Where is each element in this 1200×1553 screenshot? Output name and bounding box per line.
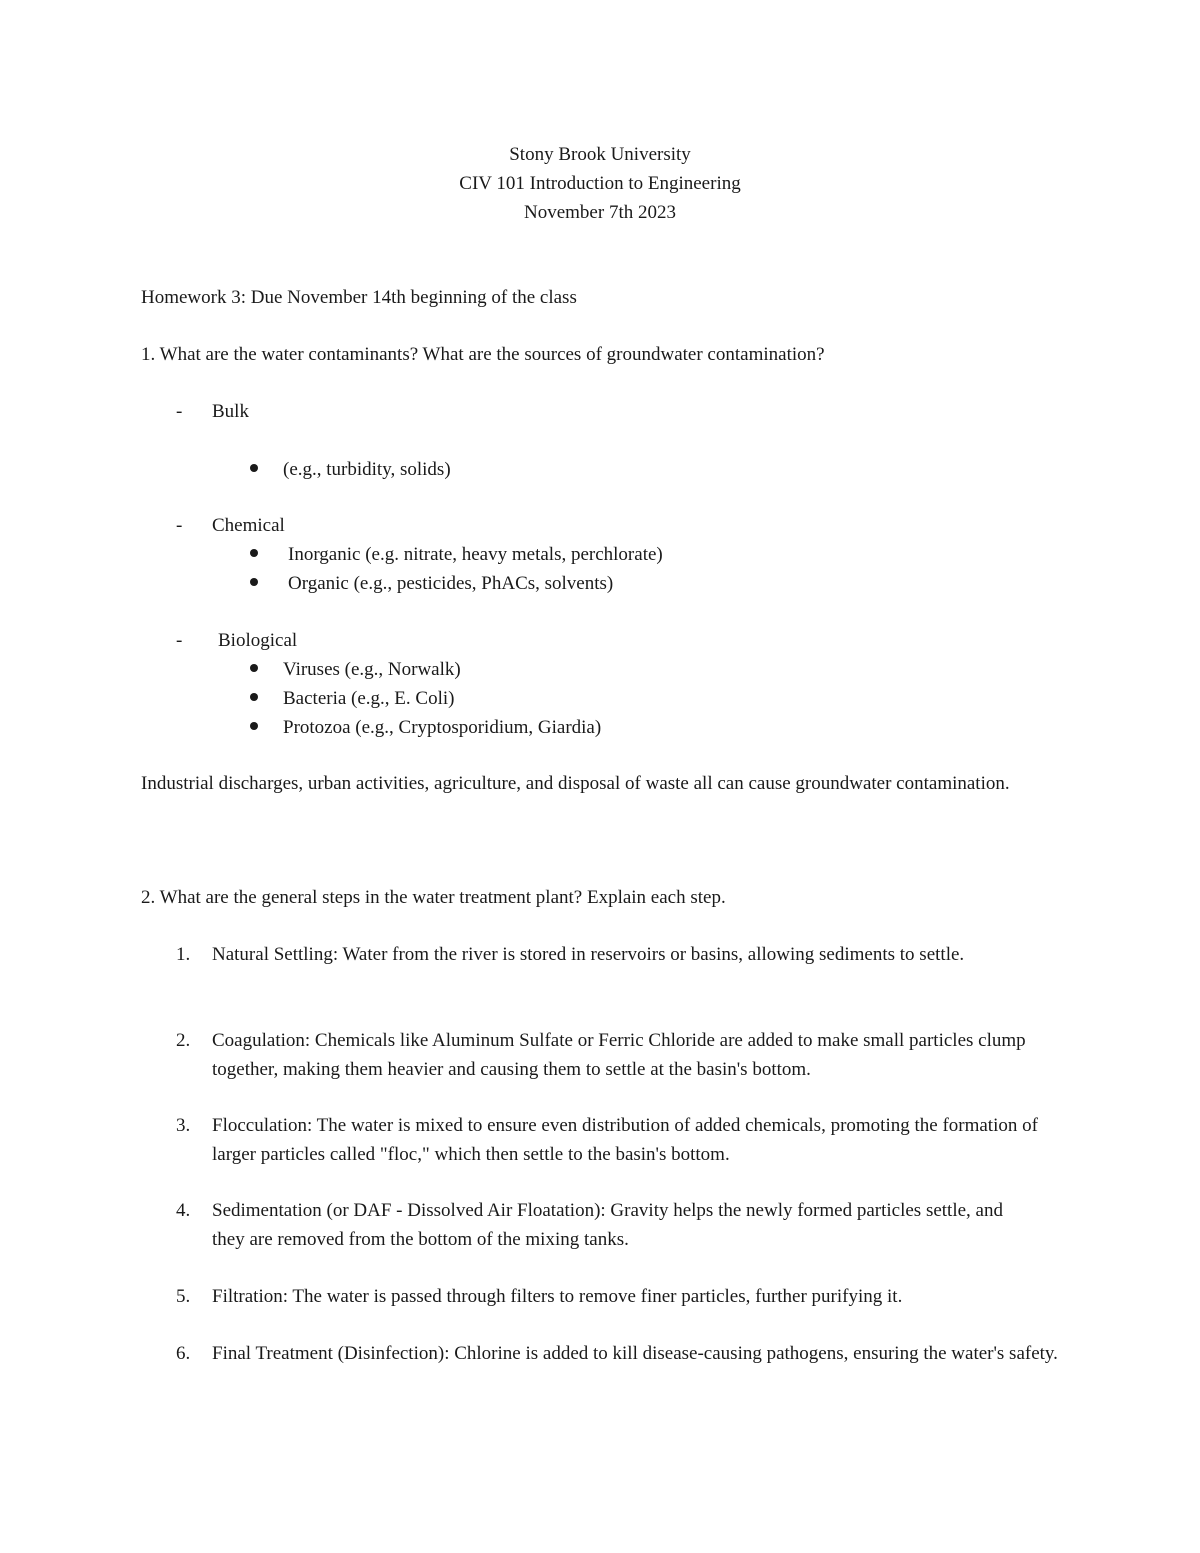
step-number: 4. bbox=[176, 1200, 191, 1221]
list-item: Viruses (e.g., Norwalk) bbox=[283, 659, 461, 680]
list-item: Organic (e.g., pesticides, PhACs, solvents) bbox=[288, 573, 614, 594]
category-bulk: Bulk bbox=[212, 401, 249, 422]
step-number: 1. bbox=[176, 944, 191, 965]
university-name: Stony Brook University bbox=[509, 144, 691, 165]
step-text: Natural Settling: Water from the river is stored in reservoirs or basins, allowing sediments to settle. bbox=[212, 944, 965, 965]
step-number: 3. bbox=[176, 1115, 191, 1136]
list-item: Protozoa (e.g., Cryptosporidium, Giardia) bbox=[283, 717, 602, 738]
step-text: Coagulation: Chemicals like Aluminum Sulfate or Ferric Chloride are added to make small particles clump together, making them heavier and causing them to settle at the basin's bottom. bbox=[212, 1030, 1026, 1080]
document-date: November 7th 2023 bbox=[524, 202, 676, 223]
category-chemical: Chemical bbox=[212, 515, 285, 536]
question-2: 2. What are the general steps in the water treatment plant? Explain each step. bbox=[141, 887, 726, 908]
bullet-icon bbox=[250, 464, 258, 472]
step-text: Sedimentation (or DAF - Dissolved Air Floatation): Gravity helps the newly formed particles settle, and they are removed from the bottom of the mixing tanks. bbox=[212, 1200, 1003, 1250]
list-dash: - bbox=[176, 515, 183, 536]
list-dash: - bbox=[176, 401, 183, 422]
document-header bbox=[0, 140, 1200, 227]
step-text: Filtration: The water is passed through filters to remove finer particles, further purifying it. bbox=[212, 1286, 903, 1307]
step-number: 6. bbox=[176, 1343, 191, 1364]
step-text: Flocculation: The water is mixed to ensure even distribution of added chemicals, promoting the formation of larger particles called "floc," which then settle to the basin's bottom. bbox=[212, 1115, 1038, 1165]
list-dash: - bbox=[176, 630, 183, 651]
bullet-icon bbox=[250, 722, 258, 730]
bullet-icon bbox=[250, 578, 258, 586]
list-item: (e.g., turbidity, solids) bbox=[283, 459, 451, 480]
step-number: 5. bbox=[176, 1286, 191, 1307]
list-item: Inorganic (e.g. nitrate, heavy metals, perchlorate) bbox=[288, 544, 663, 565]
question-1: 1. What are the water contaminants? What are the sources of groundwater contamination? bbox=[141, 344, 825, 365]
list-item: Bacteria (e.g., E. Coli) bbox=[283, 688, 455, 709]
bullet-icon bbox=[250, 664, 258, 672]
step-text: Final Treatment (Disinfection): Chlorine is added to kill disease-causing pathogens, ensuring the water's safety. bbox=[212, 1343, 1058, 1364]
bullet-icon bbox=[250, 549, 258, 557]
category-biological: Biological bbox=[218, 630, 298, 651]
course-title: CIV 101 Introduction to Engineering bbox=[459, 173, 741, 194]
step-number: 2. bbox=[176, 1030, 191, 1051]
bullet-icon bbox=[250, 693, 258, 701]
answer-paragraph: Industrial discharges, urban activities, agriculture, and disposal of waste all can cause groundwater contamination. bbox=[141, 773, 1010, 794]
homework-title: Homework 3: Due November 14th beginning of the class bbox=[141, 287, 577, 308]
